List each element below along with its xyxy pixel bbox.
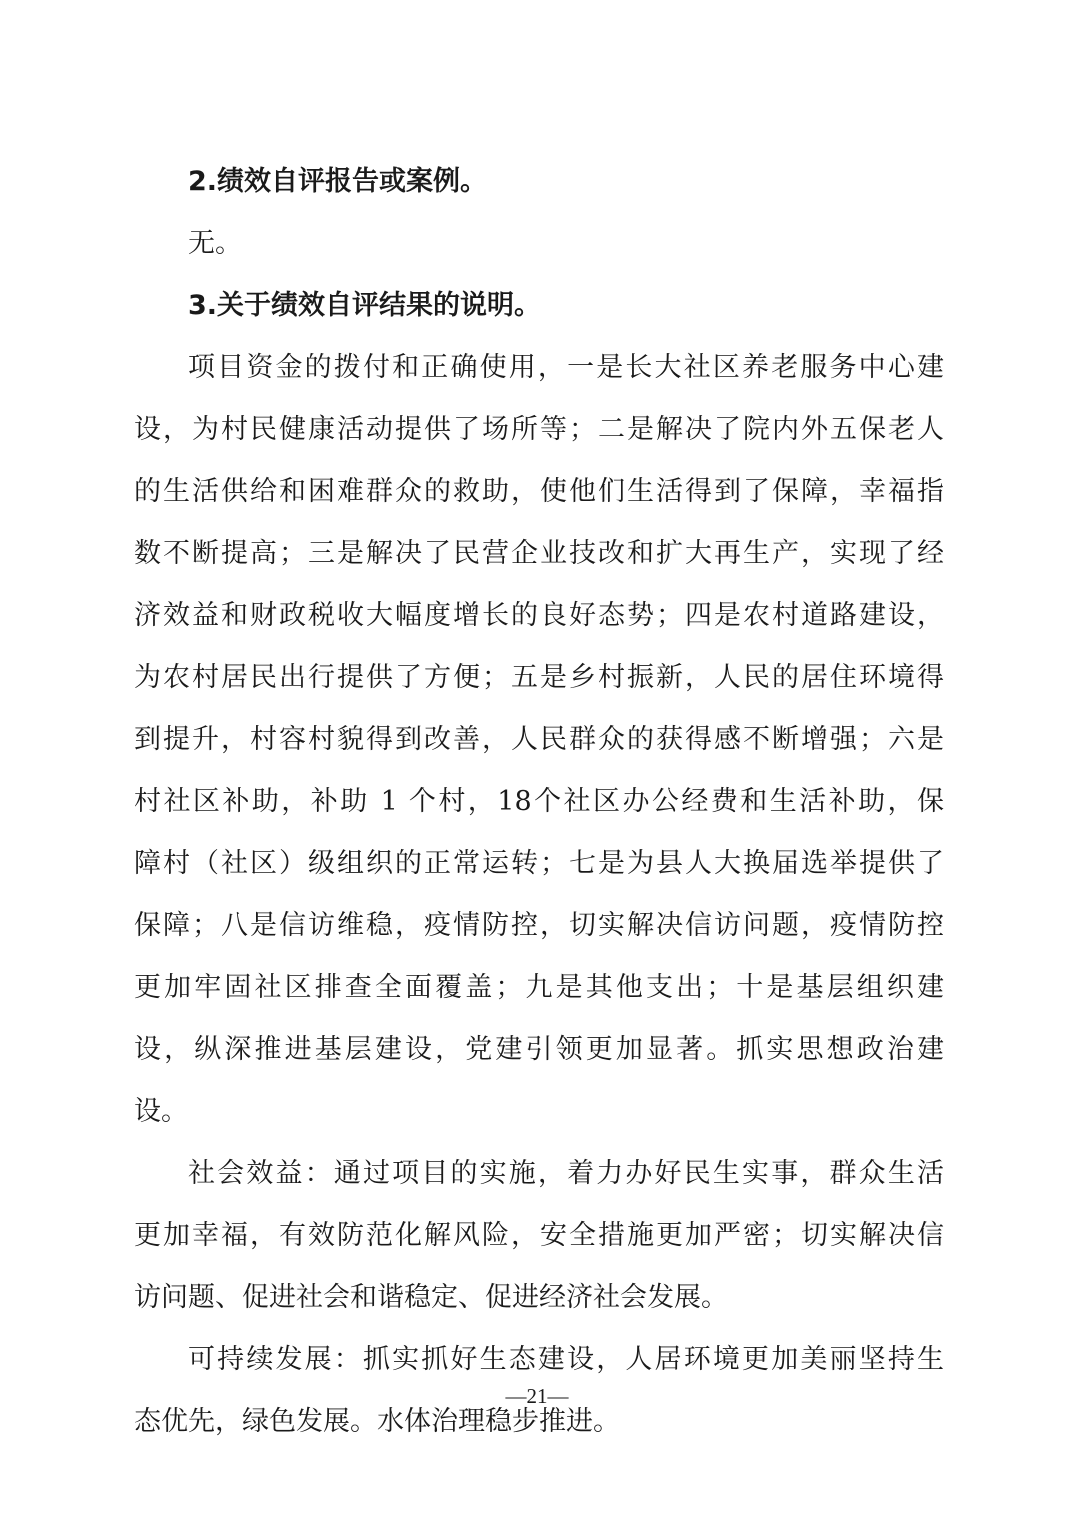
heading-self-evaluation-report: 2.绩效自评报告或案例。 [188, 166, 488, 197]
paragraph-line: 到提升，村容村貌得到改善，人民群众的获得感不断增强；六是 [134, 724, 944, 755]
paragraph-line: 的生活供给和困难群众的救助，使他们生活得到了保障，幸福指 [134, 476, 944, 507]
paragraph-line: 设。 [134, 1096, 188, 1127]
page-number: —21— [505, 1384, 569, 1408]
paragraph-fund-usage [134, 337, 944, 1143]
paragraph-line: 为农村居民出行提供了方便；五是乡村振新，人民的居住环境得 [134, 662, 944, 693]
paragraph-line: 设，为村民健康活动提供了场所等；二是解决了院内外五保老人 [134, 414, 944, 445]
paragraph-line: 访问题、促进社会和谐稳定、促进经济社会发展。 [134, 1282, 728, 1313]
none-text: 无。 [188, 228, 242, 259]
paragraph-line: 更加幸福，有效防范化解风险，安全措施更加严密；切实解决信 [134, 1220, 944, 1251]
heading-result-explanation: 3.关于绩效自评结果的说明。 [188, 290, 542, 321]
paragraph-line: 村社区补助，补助 1 个村，18个社区办公经费和生活补助，保 [134, 786, 944, 817]
paragraph-line: 更加牢固社区排查全面覆盖；九是其他支出；十是基层组织建 [134, 972, 944, 1003]
paragraph-line: 态优先，绿色发展。水体治理稳步推进。 [134, 1406, 620, 1437]
paragraph-line: 项目资金的拨付和正确使用，一是长大社区养老服务中心建 [188, 352, 944, 383]
paragraph-line: 社会效益：通过项目的实施，着力办好民生实事，群众生活 [188, 1158, 944, 1189]
paragraph-line: 可持续发展：抓实抓好生态建设，人居环境更加美丽坚持生 [188, 1344, 944, 1375]
document-body [134, 151, 944, 1453]
paragraph-social-benefit [134, 1143, 944, 1329]
paragraph-line: 数不断提高；三是解决了民营企业技改和扩大再生产，实现了经 [134, 538, 944, 569]
paragraph-line: 保障；八是信访维稳，疫情防控，切实解决信访问题，疫情防控 [134, 910, 944, 941]
paragraph-line: 济效益和财政税收大幅度增长的良好态势；四是农村道路建设， [134, 600, 944, 631]
paragraph-line: 障村（社区）级组织的正常运转；七是为县人大换届选举提供了 [134, 848, 944, 879]
paragraph-line: 设，纵深推进基层建设，党建引领更加显著。抓实思想政治建 [134, 1034, 944, 1065]
